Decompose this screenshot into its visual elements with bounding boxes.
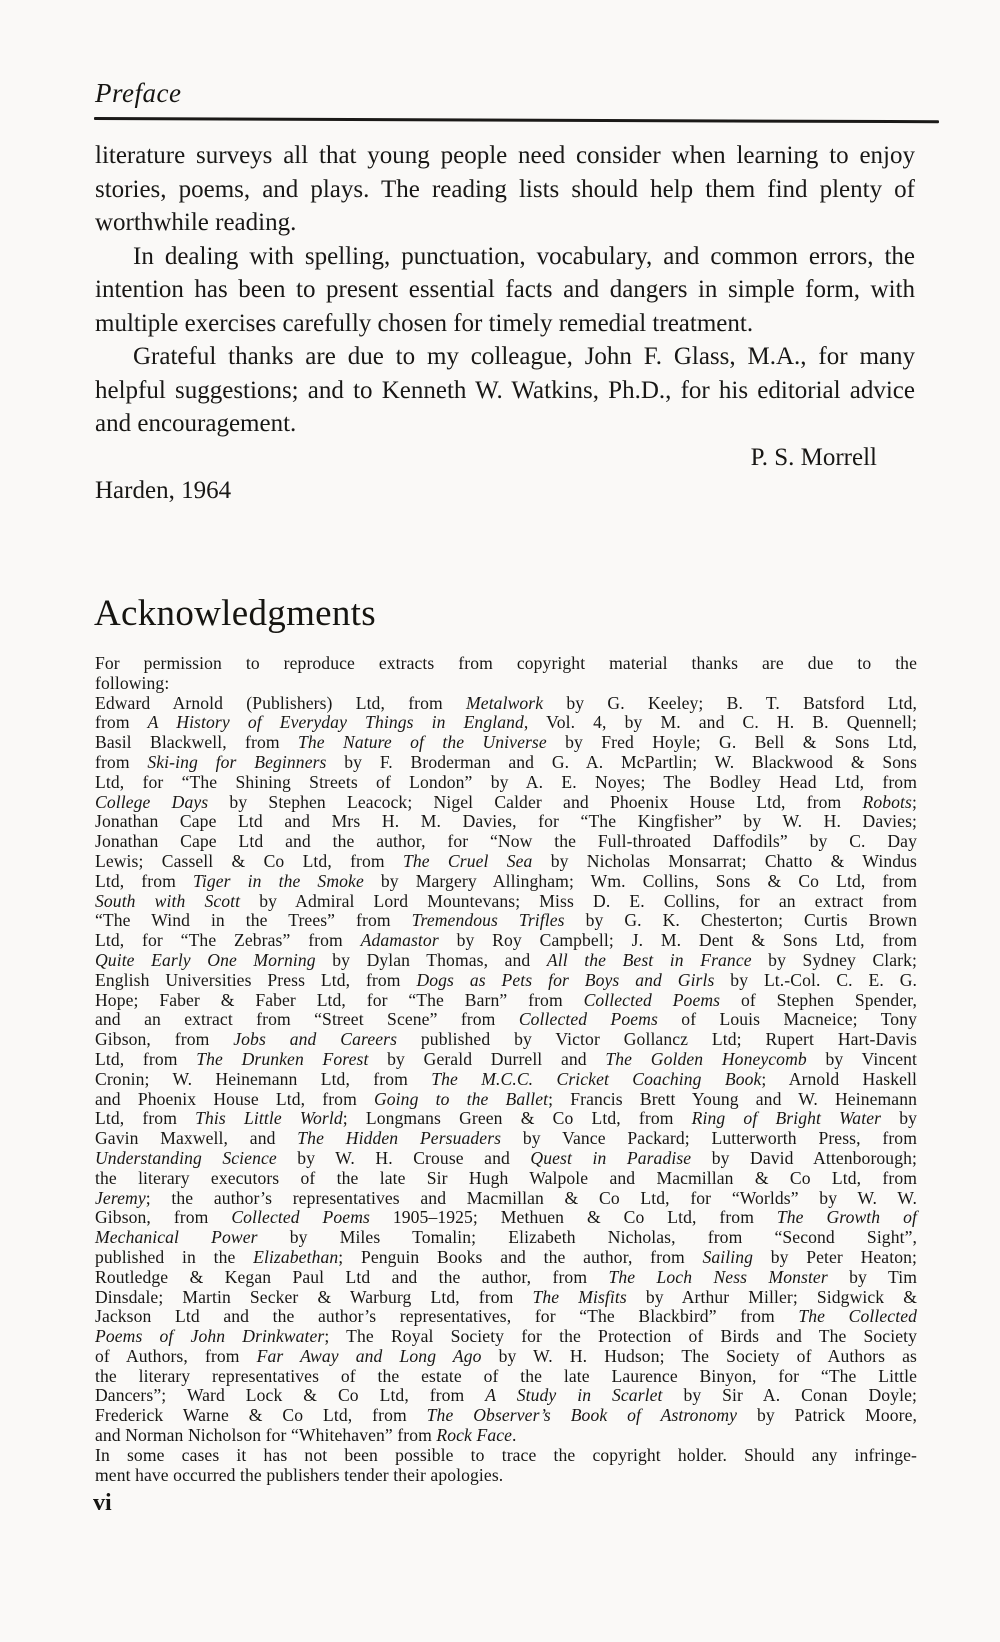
ack-line: Cronin; W. Heinemann Ltd, from The M.C.C. Cricket Coaching Book; Arnold Haskell (95, 1068, 917, 1089)
ack-line: Ltd, for “The Shining Streets of London” by A. E. Noyes; The Bodley Head Ltd, from (95, 771, 917, 792)
ack-line: Ltd, from This Little World; Longmans Green & Co Ltd, from Ring of Bright Water by (95, 1108, 917, 1129)
preface-paragraph: literature surveys all that young people need consider when learning to enjoy stories, poems, and plays. The reading lists should help them find plenty of worthwhile reading. (95, 142, 915, 236)
ack-line: Quite Early One Morning by Dylan Thomas, and All the Best in France by Sydney Clark; (95, 949, 918, 970)
ack-line: Understanding Science by W. H. Crouse and Quest in Paradise by David Attenborough; (95, 1147, 917, 1168)
ack-line: Basil Blackwell, from The Nature of the Universe by Fred Hoyle; G. Bell & Sons Ltd, (95, 732, 917, 753)
ack-line: ment have occurred the publishers tender their apologies. (95, 1464, 504, 1485)
ack-line: Dancers”; Ward Lock & Co Ltd, from A Study in Scarlet by Sir A. Conan Doyle; (95, 1385, 917, 1406)
ack-line: “The Wind in the Trees” from Tremendous Trifles by G. K. Chesterton; Curtis Brown (95, 910, 917, 931)
ack-line: of Authors, from Far Away and Long Ago by W. H. Hudson; The Society of Authors as (95, 1345, 917, 1366)
preface-paragraph: In dealing with spelling, punctuation, vocabulary, and common errors, the intention has been to present essential facts and dangers in simple form, with multiple exercises carefully chosen for timely remedial treatment. (95, 242, 915, 337)
ack-line: published in the Elizabethan; Penguin Books and the author, from Sailing by Peter Heaton; (95, 1246, 917, 1267)
acknowledgments-heading: Acknowledgments (94, 593, 376, 634)
ack-line: and an extract from “Street Scene” from Collected Poems of Louis Macneice; Tony (95, 1009, 917, 1030)
ack-line: following: (95, 672, 170, 693)
ack-line: Routledge & Kegan Paul Ltd and the author, from The Loch Ness Monster by Tim (95, 1266, 917, 1287)
place-date: Harden, 1964 (95, 477, 232, 504)
ack-line: Jackson Ltd and the author’s representatives, for “The Blackbird” from The Collected (95, 1306, 917, 1327)
ack-line: Dinsdale; Martin Secker & Warburg Ltd, from The Misfits by Arthur Miller; Sidgwick & (95, 1286, 918, 1307)
ack-line: English Universities Press Ltd, from Dogs as Pets for Boys and Girls by Lt.-Col. C. E. G. (95, 969, 918, 990)
ack-line: Lewis; Cassell & Co Ltd, from The Cruel Sea by Nicholas Monsarrat; Chatto & Windus (95, 850, 917, 871)
ack-line: Frederick Warne & Co Ltd, from The Observer’s Book of Astronomy by Patrick Moore, (95, 1405, 918, 1426)
ack-line: In some cases it has not been possible to trace the copyright holder. Should any infringe- (95, 1444, 917, 1465)
author-signature: P. S. Morrell (750, 443, 877, 471)
ack-line: South with Scott by Admiral Lord Mountevans; Miss D. E. Collins, for an extract from (95, 890, 917, 911)
header-rule (94, 117, 939, 123)
acknowledgments-text (95, 654, 917, 1485)
ack-line: from A History of Everyday Things in England, Vol. 4, by M. and C. H. B. Quennell; (95, 712, 917, 733)
ack-line: and Norman Nicholson for “Whitehaven” from Rock Face. (95, 1425, 517, 1446)
ack-line: from Ski-ing for Beginners by F. Broderman and G. A. McPartlin; W. Blackwood & Sons (95, 751, 917, 772)
ack-line: the literary executors of the late Sir Hugh Walpole and Macmillan & Co Ltd, from (95, 1167, 917, 1188)
ack-line: Jonathan Cape Ltd and Mrs H. M. Davies, for “The Kingfisher” by W. H. Davies; (95, 811, 917, 832)
ack-line: Gibson, from Collected Poems 1905–1925; Methuen & Co Ltd, from The Growth of (95, 1207, 917, 1228)
ack-line: Gibson, from Jobs and Careers published by Victor Gollancz Ltd; Rupert Hart-Davis (95, 1029, 917, 1050)
ack-line: Edward Arnold (Publishers) Ltd, from Metalwork by G. Keeley; B. T. Batsford Ltd, (95, 692, 917, 713)
running-header-title: Preface (95, 78, 182, 108)
ack-line: Mechanical Power by Miles Tomalin; Elizabeth Nicholas, from “Second Sight”, (95, 1227, 917, 1248)
ack-line: Gavin Maxwell, and The Hidden Persuaders by Vance Packard; Lutterworth Press, from (95, 1128, 917, 1149)
ack-line: the literary representatives of the estate of the late Laurence Binyon, for “The Little (95, 1365, 917, 1386)
ack-line: For permission to reproduce extracts from copyright material thanks are due to the (95, 653, 917, 673)
ack-line: Ltd, from Tiger in the Smoke by Margery Allingham; Wm. Collins, Sons & Co Ltd, from (95, 870, 917, 891)
ack-line: Jonathan Cape Ltd and the author, for “Now the Full-throated Daffodils” by C. Day (95, 831, 917, 852)
preface-paragraph: Grateful thanks are due to my colleague, John F. Glass, M.A., for many helpful suggestions; and to Kenneth W. Watkins, Ph.D., for his editorial advice and encouragement. (95, 343, 915, 437)
ack-line: and Phoenix House Ltd, from Going to the Ballet; Francis Brett Young and W. Heinemann (95, 1088, 917, 1109)
page-number: vi (93, 1490, 112, 1516)
ack-line: Hope; Faber & Faber Ltd, for “The Barn” from Collected Poems of Stephen Spender, (95, 989, 917, 1010)
ack-line: College Days by Stephen Leacock; Nigel Calder and Phoenix House Ltd, from Robots; (95, 791, 917, 812)
ack-line: Poems of John Drinkwater; The Royal Society for the Protection of Birds and The Society (95, 1326, 917, 1347)
preface-body (95, 139, 915, 508)
ack-line: Jeremy; the author’s representatives and Macmillan & Co Ltd, for “Worlds” by W. W. (95, 1187, 917, 1208)
ack-line: Ltd, for “The Zebras” from Adamastor by Roy Campbell; J. M. Dent & Sons Ltd, from (95, 930, 917, 951)
ack-line: Ltd, from The Drunken Forest by Gerald Durrell and The Golden Honeycomb by Vincent (95, 1048, 917, 1069)
